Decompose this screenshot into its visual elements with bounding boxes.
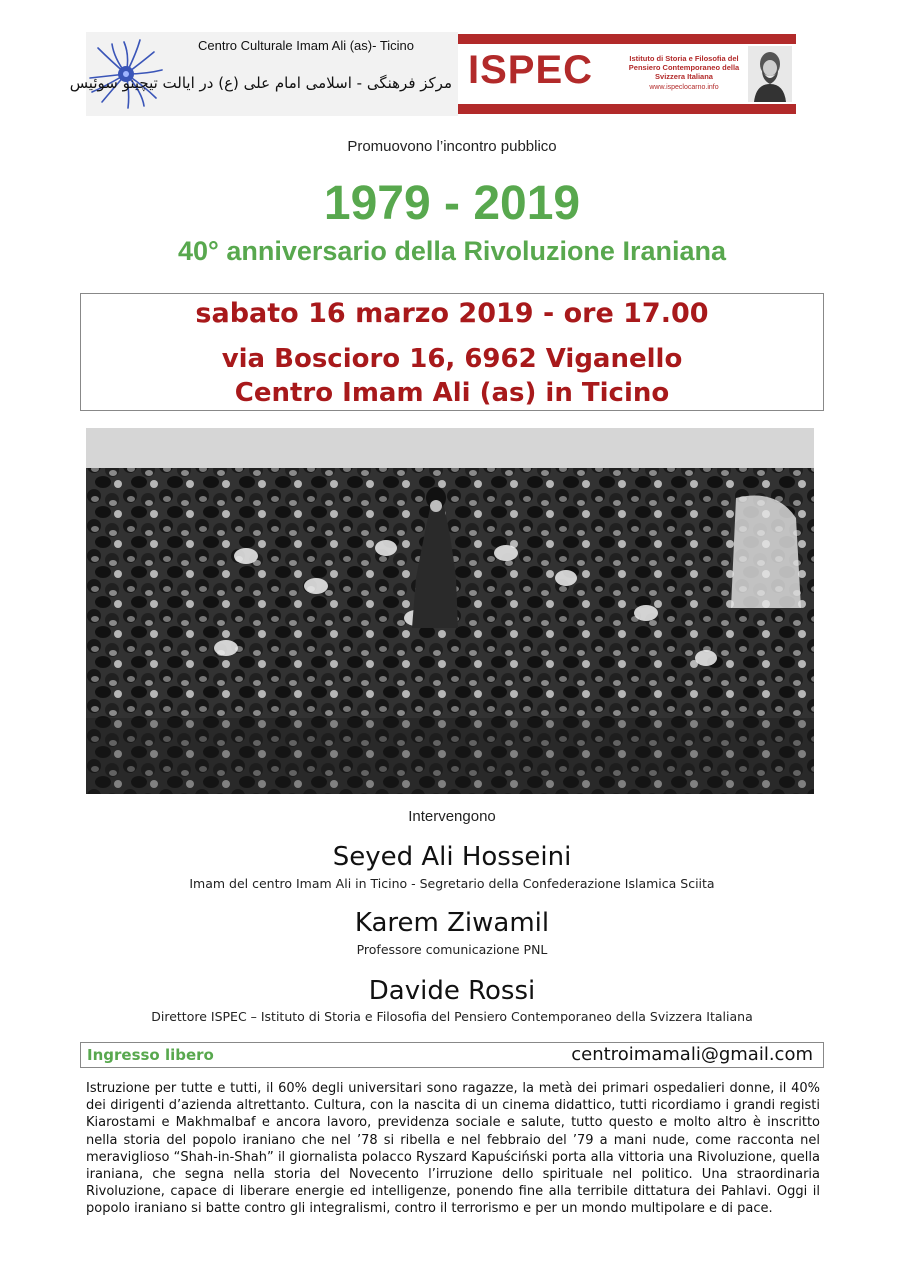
speaker-name-2: Karem Ziwamil (354, 908, 550, 938)
ispec-header (458, 32, 796, 116)
description-paragraph: Istruzione per tutte e tutti, il 60% degli universitari sono ragazze, la metà dei primari ospedalieri donne, il 40% dei dirigenti d’azienda altrettanto. Cultura, con la nascita di un cinema didattico, tutti ricordiamo i grandi registi Kiarostami e Makhmalbaf e ancora lavoro, previdenza sociale e salute, tutto questo e molto altro è inscritto nella storia del popolo iraniano che nel ’78 si ribella e nel febbraio del ’79 a mani nude, come racconta nel meraviglioso “Shah-in-Shah” il giornalista polacco Ryszard Kapuściński porta alla vittoria una Rivoluzione, quella iraniana, che segna nella storia del Novecento l’irruzione dello spirituale nel politico. Una straordinaria Rivoluzione, capace di liberare energie ed intelligenze, ponendo fine alla terribile dittatura dei Pahlavi. Oggi il popolo iraniano si batte contro gli integralismi, contro il terrorismo e per un mondo multipolare e di pace. (86, 1081, 820, 1217)
speaker-role-3: Direttore ISPEC – Istituto di Storia e Filosofia del Pensiero Contemporaneo della Svizzera Italiana (151, 1009, 753, 1024)
ispec-subtitle: Istituto di Storia e Filosofia del Pensiero Contemporaneo della Svizzera Italiana (628, 54, 740, 81)
event-address-line2: Centro Imam Ali (as) in Ticino (234, 378, 670, 408)
ispec-bottom-bar (458, 104, 796, 114)
ispec-logo: ISPEC (468, 48, 594, 92)
speaker-role-2: Professore comunicazione PNL (356, 942, 548, 957)
portrait-engraving-icon (748, 46, 792, 102)
free-entry-label: Ingresso libero (87, 1046, 214, 1064)
centro-name-latin: Centro Culturale Imam Ali (as)- Ticino (198, 38, 415, 53)
anniversary-subtitle: 40° anniversario della Rivoluzione Iraniana (178, 236, 726, 266)
revolution-crowd-photo (86, 428, 814, 794)
intro-text: Promuovono l’incontro pubblico (347, 138, 557, 155)
centro-culturale-header (69, 32, 458, 116)
centro-name-persian: مرکز فرهنگی - اسلامی امام علی (ع) در ایالت تیچینو سوئیس (69, 74, 452, 92)
event-address-line1: via Boscioro 16, 6962 Viganello (221, 344, 683, 374)
speaker-role-1: Imam del centro Imam Ali in Ticino - Segretario della Confederazione Islamica Sciita (189, 876, 715, 891)
ispec-url: www.ispeclocarno.info (649, 84, 719, 91)
ispec-top-bar (458, 34, 796, 44)
event-details-box (80, 293, 824, 411)
speaker-name-1: Seyed Ali Hosseini (332, 842, 572, 872)
contact-email[interactable]: centroimamali@gmail.com (571, 1044, 813, 1065)
event-date: sabato 16 marzo 2019 - ore 17.00 (195, 298, 709, 329)
footer-info-box (80, 1042, 824, 1068)
speakers-intro: Intervengono (408, 808, 496, 825)
speaker-name-3: Davide Rossi (368, 976, 536, 1006)
event-years-title: 1979 - 2019 (323, 177, 581, 230)
